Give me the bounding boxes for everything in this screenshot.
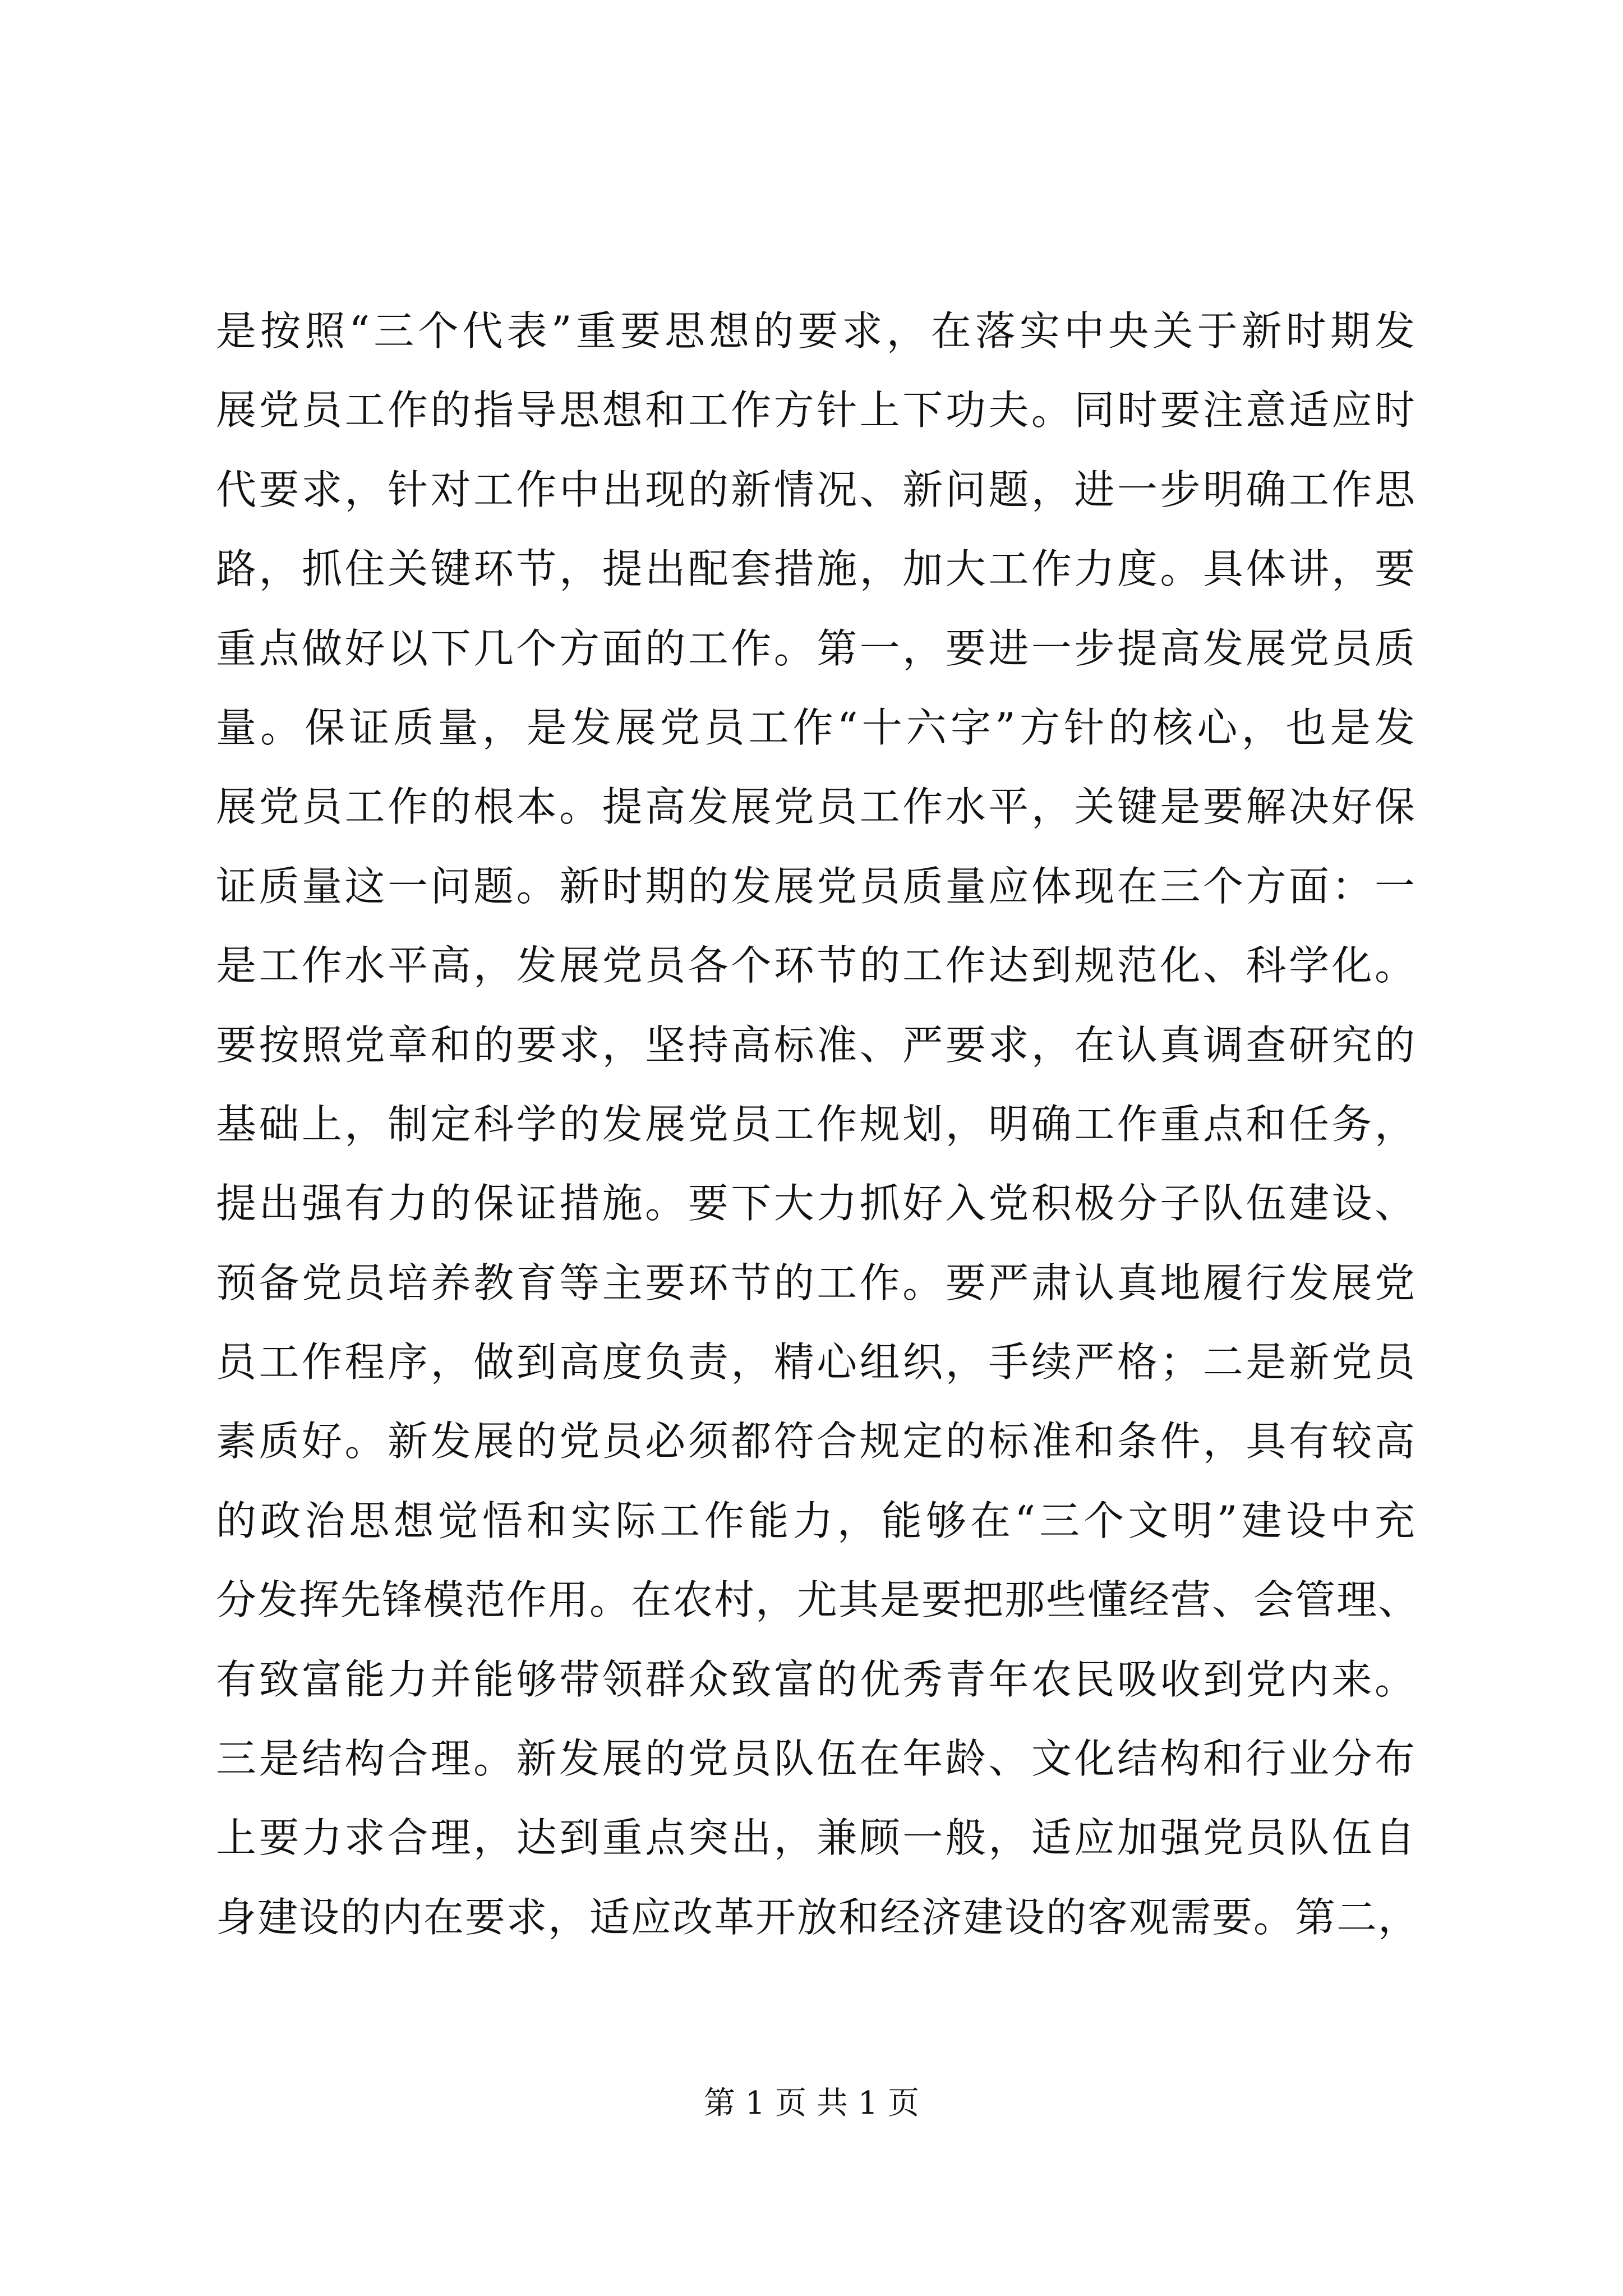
- text-line: 身建设的内在要求，适应改革开放和经济建设的客观需要。第二，: [216, 1893, 1420, 1941]
- text-line: 素质好。新发展的党员必须都符合规定的标准和条件，具有较高: [216, 1418, 1416, 1465]
- text-line: 代要求，针对工作中出现的新情况、新问题，进一步明确工作思: [216, 466, 1416, 513]
- text-line: 要按照党章和的要求，坚持高标准、严要求，在认真调查研究的: [216, 1021, 1416, 1069]
- body-text: [216, 292, 1420, 1957]
- text-line: 提出强有力的保证措施。要下大力抓好入党积极分子队伍建设、: [216, 1180, 1416, 1227]
- page-footer: 第 1 页 共 1 页: [703, 2085, 920, 2122]
- text-line: 路，抓住关键环节，提出配套措施，加大工作力度。具体讲，要: [216, 545, 1416, 593]
- text-line: 有致富能力并能够带领群众致富的优秀青年农民吸收到党内来。: [216, 1655, 1416, 1703]
- text-line: 重点做好以下几个方面的工作。第一，要进一步提高发展党员质: [216, 624, 1416, 672]
- text-line: 展党员工作的根本。提高发展党员工作水平，关键是要解决好保: [216, 783, 1416, 831]
- text-line: 分发挥先锋模范作用。在农村，尤其是要把那些懂经营、会管理、: [216, 1576, 1420, 1624]
- text-line: 展党员工作的指导思想和工作方针上下功夫。同时要注意适应时: [216, 386, 1416, 434]
- text-line: 是工作水平高，发展党员各个环节的工作达到规范化、科学化。: [216, 942, 1416, 990]
- text-line: 量。保证质量，是发展党员工作“十六字”方针的核心，也是发: [216, 703, 1416, 751]
- text-line: 证质量这一问题。新时期的发展党员质量应体现在三个方面：一: [216, 862, 1416, 910]
- text-line: 基础上，制定科学的发展党员工作规划，明确工作重点和任务，: [216, 1100, 1416, 1148]
- text-line: 是按照“三个代表”重要思想的要求，在落实中央关于新时期发: [216, 307, 1416, 355]
- text-line: 上要力求合理，达到重点突出，兼顾一般，适应加强党员队伍自: [216, 1814, 1416, 1862]
- text-line: 员工作程序，做到高度负责，精心组织，手续严格；二是新党员: [216, 1338, 1416, 1386]
- text-line: 预备党员培养教育等主要环节的工作。要严肃认真地履行发展党: [216, 1259, 1416, 1306]
- text-line: 三是结构合理。新发展的党员队伍在年龄、文化结构和行业分布: [216, 1735, 1416, 1783]
- text-line: 的政治思想觉悟和实际工作能力，能够在“三个文明”建设中充: [216, 1497, 1416, 1544]
